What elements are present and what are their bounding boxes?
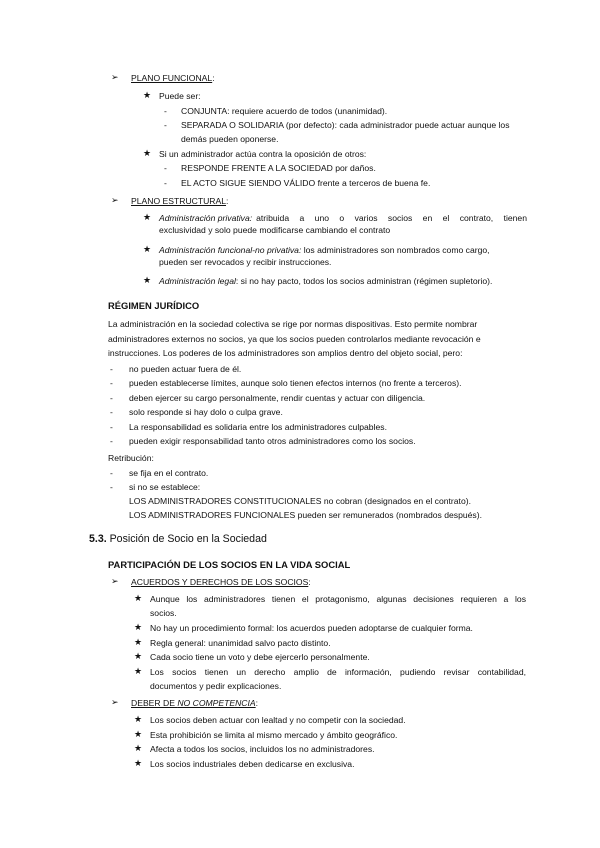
dash-bullet-icon: -	[110, 436, 113, 446]
participacion-heading: PARTICIPACIÓN DE LOS SOCIOS EN LA VIDA SOCIAL	[108, 559, 351, 570]
conjunta-item: CONJUNTA: requiere acuerdo de todos (unanimidad).	[181, 106, 388, 116]
dash-bullet-icon: -	[164, 178, 167, 188]
separada-item-line2: demás pueden oponerse.	[181, 134, 279, 144]
dash-bullet-icon: -	[110, 393, 113, 403]
constitucionales-line: LOS ADMINISTRADORES CONSTITUCIONALES no cobran (designados en el contrato).	[129, 496, 471, 506]
star-bullet-icon: ★	[134, 729, 143, 739]
list-item: pueden establecerse límites, aunque solo tienen efectos internos (no frente a terceros).	[129, 378, 462, 388]
star-bullet-icon: ★	[143, 275, 152, 285]
regimen-heading: RÉGIMEN JURÍDICO	[108, 300, 200, 311]
dash-bullet-icon: -	[110, 407, 113, 417]
star-bullet-icon: ★	[134, 622, 143, 632]
star-bullet-icon: ★	[143, 148, 152, 158]
deber-item: Esta prohibición se limita al mismo mercado y ámbito geográfico.	[150, 730, 398, 740]
privativa-item: Administración privativa: atribuida a uno o varios socios en el contrato, tienen exclusividad y solo puede modificarse cambiando el contrato	[159, 213, 527, 235]
acto-item: EL ACTO SIGUE SIENDO VÁLIDO frente a terceros de buena fe.	[181, 178, 431, 188]
regimen-paragraph-line1: La administración en la sociedad colectiva se rige por normas dispositivas. Esto permite nombrar	[108, 319, 478, 329]
list-item: si no se establece:	[129, 482, 201, 492]
star-bullet-icon: ★	[134, 651, 143, 661]
deber-heading: DEBER DE NO COMPETENCIA:	[131, 698, 259, 708]
list-item: pueden exigir responsabilidad tanto otros administradores como los socios.	[129, 436, 416, 446]
dash-bullet-icon: -	[164, 163, 167, 173]
legal-item: Administración legal: si no hay pacto, todos los socios administran (régimen supletorio).	[159, 276, 493, 286]
dash-bullet-icon: -	[110, 468, 113, 478]
regimen-paragraph-line3: instrucciones. Los poderes de los administradores son amplios dentro del objeto social, pero:	[108, 348, 463, 358]
oposicion-item: Si un administrador actúa contra la oposición de otros:	[159, 149, 367, 159]
section-title: 5.3. Posición de Socio en la Sociedad	[89, 533, 267, 545]
dash-bullet-icon: -	[110, 378, 113, 388]
funcional-item: Administración funcional-no privativa: los administradores son nombrados como cargo, pueden ser revocados y recibir instrucciones.	[159, 245, 490, 267]
list-item: La responsabilidad es solidaria entre los administradores culpables.	[129, 422, 387, 432]
deber-item: Los socios industriales deben dedicarse en exclusiva.	[150, 759, 355, 769]
acuerdo-item: Regla general: unanimidad salvo pacto distinto.	[150, 638, 331, 648]
star-bullet-icon: ★	[134, 743, 143, 753]
arrow-bullet-icon: ➢	[111, 195, 119, 205]
list-item: deben ejercer su cargo personalmente, rendir cuentas y actuar con diligencia.	[129, 393, 426, 403]
list-item: no pueden actuar fuera de él.	[129, 364, 242, 374]
star-bullet-icon: ★	[143, 244, 152, 254]
funcionales-line: LOS ADMINISTRADORES FUNCIONALES pueden ser remunerados (nombrados después).	[129, 510, 482, 520]
plano-estructural-heading: PLANO ESTRUCTURAL:	[131, 196, 229, 206]
star-bullet-icon: ★	[134, 637, 143, 647]
arrow-bullet-icon: ➢	[111, 697, 119, 707]
acuerdo-item-line1: Los socios tienen un derecho amplio de información, pudiendo revisar contabilidad,	[150, 667, 526, 677]
retribucion-label: Retribución:	[108, 453, 154, 463]
dash-bullet-icon: -	[164, 106, 167, 116]
arrow-bullet-icon: ➢	[111, 576, 119, 586]
star-bullet-icon: ★	[134, 666, 143, 676]
deber-item: Afecta a todos los socios, incluidos los no administradores.	[150, 744, 375, 754]
dash-bullet-icon: -	[164, 120, 167, 130]
star-bullet-icon: ★	[134, 758, 143, 768]
dash-bullet-icon: -	[110, 422, 113, 432]
star-bullet-icon: ★	[134, 593, 143, 603]
list-item: se fija en el contrato.	[129, 468, 209, 478]
acuerdo-item: Cada socio tiene un voto y debe ejercerlo personalmente.	[150, 652, 370, 662]
acuerdo-item-line2: socios.	[150, 608, 177, 618]
star-bullet-icon: ★	[134, 714, 143, 724]
regimen-paragraph-line2: administradores externos no socios, ya que los socios pueden controlarlos mediante revocación e	[108, 334, 481, 344]
puede-ser: Puede ser:	[159, 91, 201, 101]
acuerdo-item-line1: Aunque los administradores tienen el protagonismo, algunas decisiones requieren a los	[150, 594, 526, 604]
acuerdos-heading: ACUERDOS Y DERECHOS DE LOS SOCIOS:	[131, 577, 311, 587]
dash-bullet-icon: -	[110, 482, 113, 492]
acuerdo-item-line2: documentos y pedir explicaciones.	[150, 681, 282, 691]
list-item: solo responde si hay dolo o culpa grave.	[129, 407, 283, 417]
separada-item-line1: SEPARADA O SOLIDARIA (por defecto): cada administrador puede actuar aunque los	[181, 120, 510, 130]
arrow-bullet-icon: ➢	[111, 72, 119, 82]
deber-item: Los socios deben actuar con lealtad y no competir con la sociedad.	[150, 715, 406, 725]
dash-bullet-icon: -	[110, 364, 113, 374]
responde-item: RESPONDE FRENTE A LA SOCIEDAD por daños.	[181, 163, 376, 173]
star-bullet-icon: ★	[143, 90, 152, 100]
star-bullet-icon: ★	[143, 212, 152, 222]
acuerdo-item: No hay un procedimiento formal: los acuerdos pueden adoptarse de cualquier forma.	[150, 623, 473, 633]
plano-funcional-heading: PLANO FUNCIONAL:	[131, 73, 215, 83]
